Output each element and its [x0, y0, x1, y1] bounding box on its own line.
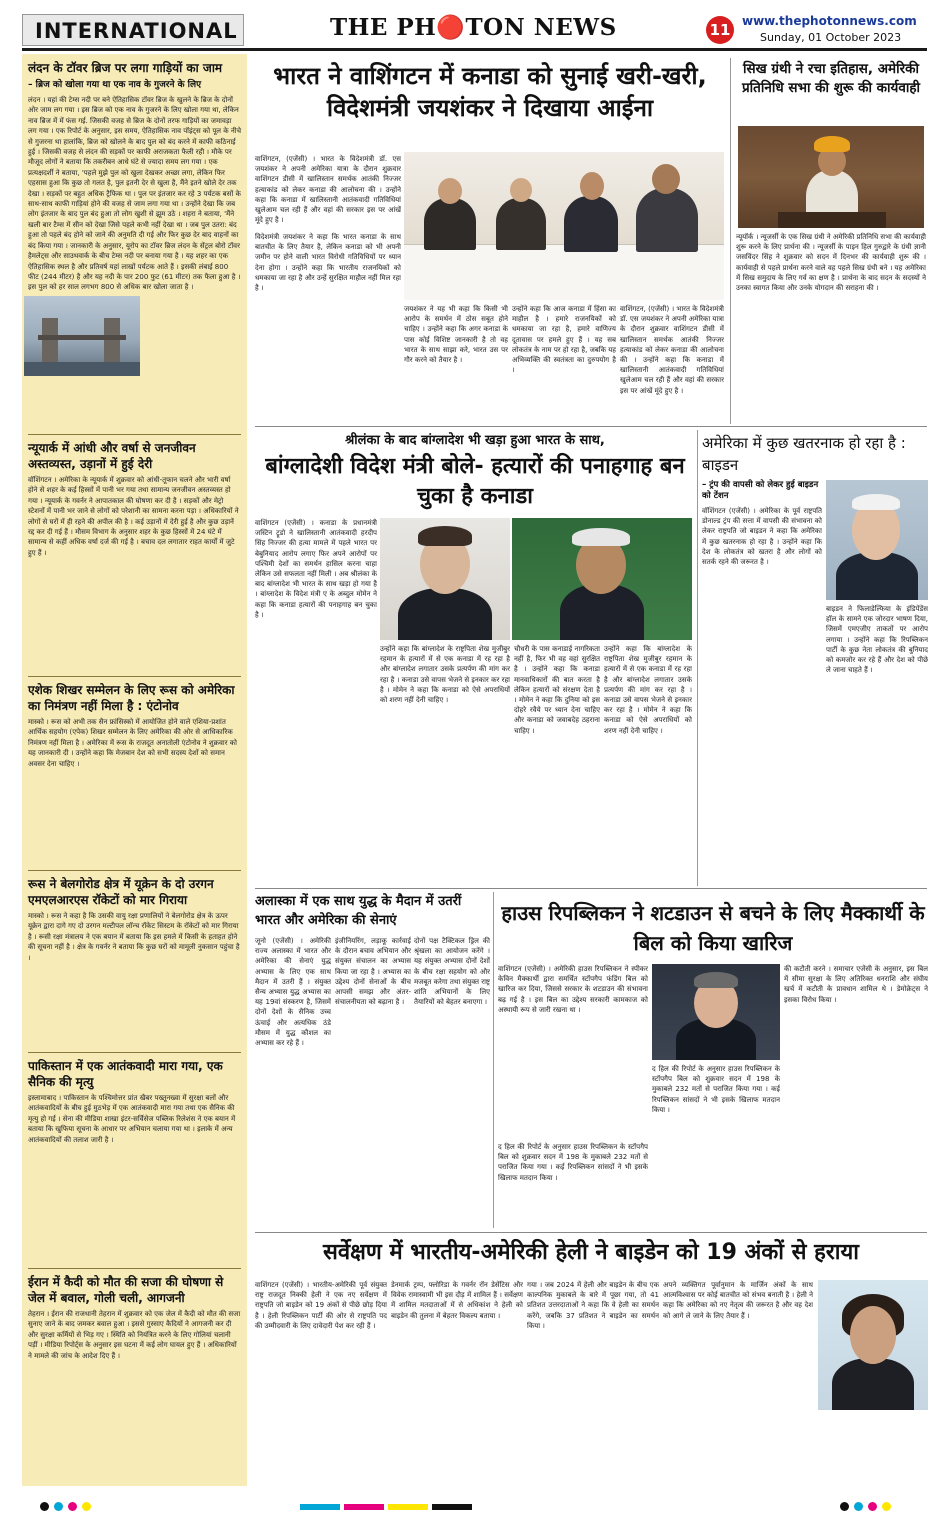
trudeau-photo [380, 518, 510, 640]
bangladesh-headline: बांग्लादेशी विदेश मंत्री बोले- हत्यारों की पनाहगाह बन चुका है कनाडा [265, 454, 685, 509]
biden-body-col2: बाइडन ने फिलाडेल्फिया के इंडिपेंडेंस हॉल के सामने एक जोरदार भाषण दिया, जिसमें एमएजीए ताकतों पर आरोप लगाया । उन्होंने कहा कि रिपब्लिकन पार्टी के कुछ नेता लोकतंत्र की बुनियाद को कमजोर कर रहे हैं और देश को पीछे ले जाना चाहते हैं । [826, 605, 928, 675]
story-body: मास्को । रूस को अभी तक सैन फ्रांसिस्को में आयोजित होने वाले एशिया-प्रशांत आर्थिक सहयोग (एपेक) शिखर सम्मेलन के लिए अमेरिका की ओर से आधिकारिक निमंत्रण नहीं मिला है । अमेरिका में रूस के राजदूत अनातोली एंटोनोव ने शुक्रवार को यह जानकारी दी । उन्होंने कहा कि मेजबान देश को सभी सदस्य देशों को समान अवसर देना चाहिए । [28, 718, 237, 768]
masthead [0, 0, 945, 52]
biden-headline: अमेरिका में कुछ खतरनाक हो रहा है : बाइडन [702, 434, 906, 474]
story-body: वॉशिंगटन । अमेरिका के न्यूयार्क में शुक्रवार को आंधी-तूफान चलने और भारी वर्षा होने से शहर के कई हिस्सों में पानी भर गया तथा सामान्य जनजीवन अस्तव्यस्त हो गया । न्यूयार्क के गवर्नर ने आपातकाल की घोषणा कर दी है । सड़कों और मेट्रो स्टेशनों में पानी भर जाने से लोगों को परेशानी का सामना करना पड़ा । अधिकारियों ने लोगों से घरों में ही रहने की अपील की है । कई उड़ानों में देरी हुई है और कुछ उड़ानें रद्द कर दी गई हैं । मौसम विभाग के अनुसार शहर के कुछ हिस्सों में 24 घंटे में सामान्य से कहीं अधिक वर्षा दर्ज की गई है । बचाव दल लगातार राहत कार्यों में जुटे हुए हैं । [28, 476, 239, 557]
story-body: तेहरान । ईरान की राजधानी तेहरान में शुक्रवार को एक जेल में कैदी को मौत की सजा सुनाए जाने के बाद जमकर बवाल हुआ । इससे गुस्साए कैदियों ने आगजनी कर दी और सुरक्षा कर्मियों से भिड़ गए । स्थिति को नियंत्रित करने के लिए गोलियां चलानी पड़ीं । मीडिया रिपोर्ट्स के अनुसार इस घटना में कई लोग घायल हुए हैं । अधिकारियों ने मामले की जांच के आदेश दिए हैं । [28, 1310, 241, 1360]
jaishankar-meeting-photo [404, 152, 724, 300]
bangladesh-body-col1: वाशिंगटन (एजेंसी) । कनाडा के प्रधानमंत्री जस्टिन ट्रूडो ने खालिस्तानी आतंकवादी हरदीप सिंह निज्जर की हत्या मामले में पहले भारत पर बेबुनियाद आरोप लगाए फिर अपने आरोपों पर पश्चिमी देशों का समर्थन हासिल करना चाहा लेकिन उसे सफलता नहीं मिली । अब श्रीलंका के बाद बांग्लादेश भी भारत के साथ खड़ा हो गया है । बांग्लादेश के विदेश मंत्री ए के अब्दुल मोमेन ने कहा कि कनाडा हत्यारों की पनाहगाह बन चुका है । [255, 519, 377, 619]
lead-body-col4: वाशिंगटन, (एजेंसी) । भारत के विदेशमंत्री डॉ. एस जयशंकर ने अपनी अमेरिका यात्रा के दौरान शुक्रवार वाशिंगटन डीसी में खालिस्तान समर्थक आतंकी निज्जर हत्याकांड को लेकर कनाडा की आलोचना की । उन्होंने कहा कि कनाडा में खालिस्तानी आतंकवादी गतिविधियां खुलेआम चल रही हैं और वहां की सरकार इस पर आंखें मूंदे हुए है । [620, 305, 724, 395]
column-divider [697, 430, 698, 886]
story-headline: पाकिस्तान में एक आतंकवादी मारा गया, एक सैनिक की मृत्यु [28, 1059, 223, 1089]
row-divider [255, 426, 927, 427]
story-pakistan [22, 1058, 247, 1258]
sikh-headline: सिख ग्रंथी ने रचा इतिहास, अमेरिकी प्रतिनिधि सभा की शुरू की कार्यवाही [741, 61, 921, 96]
column-divider [730, 58, 731, 424]
story-headline: एशेक शिखर सम्मेलन के लिए रूस को अमेरिका का निमंत्रण नहीं मिला है : एंटोनोव [28, 683, 235, 713]
page-number: 11 [706, 16, 734, 44]
row-divider [255, 1232, 927, 1233]
website-link[interactable]: www.thephotonnews.com [742, 14, 917, 28]
divider [28, 870, 241, 871]
section-tab [22, 14, 244, 46]
story-headline: लंदन के टॉवर ब्रिज पर लगा गाड़ियों का जाम [28, 61, 223, 75]
divider [28, 676, 241, 677]
house-body-col1: वाशिंगटन (एजेंसी) । अमेरिकी हाउस रिपब्लिकन ने स्पीकर केविन मैक्कार्थी द्वारा समर्थित स्टॉपगैप फंडिंग बिल को खारिज कर दिया, जिससे सरकार के शटडाउन की संभावना बढ़ गई है । इस बिल का उद्देश्य सरकारी कामकाज को अस्थायी रूप से जारी रखना था । [498, 965, 648, 1014]
story-headline: ईरान में कैदी को मौत की सजा की घोषणा से जेल में बवाल, गोली चली, आगजनी [28, 1275, 224, 1305]
alaska-body-col1: जूनो (एजेंसी) । अमेरिकी राज्य अलास्का में भारत और अमेरिका की सेनाएं युद्ध अभ्यास के लिए एक साथ मैदान में उतरी हैं । संयुक्त सैन्य अभ्यास युद्ध अभ्यास का यह 19वां संस्करण है, जिसमें दोनों देशों के सैनिक उच्च ऊंचाई और अत्यधिक ठंडे मौसम में युद्ध कौशल का अभ्यास कर रहे हैं । [255, 937, 331, 1048]
lead-body-col3: उन्होंने कहा कि आज कनाडा में हिंसा का माहौल है । हमारे राजनयिकों को धमकाया जा रहा है, हमारे वाणिज्य दूतावास पर हमले हुए हैं । यह सब लोकतंत्र के नाम पर हो रहा है, जबकि यह अभिव्यक्ति की स्वतंत्रता का दुरुपयोग है । [512, 305, 616, 375]
left-column [22, 54, 247, 1486]
sikh-granthi-photo [738, 126, 924, 228]
biden-subhead: – ट्रंप की वापसी को लेकर हुई बाइडन को टेंशन [702, 480, 819, 501]
story-subhead: – ब्रिज को खोला गया था एक नाव के गुजरने के लिए [28, 80, 202, 90]
lead-body-col1b: विदेशमंत्री जयशंकर ने कहा कि भारत कनाडा के साथ बातचीत के लिए तैयार है, लेकिन कनाडा को भी अपनी जमीन पर होने वाली भारत विरोधी गतिविधियों पर ध्यान देना होगा । उन्होंने कहा कि भारतीय राजनयिकों को धमकाया जा रहा है और उन्हें सुरक्षित माहौल नहीं मिल रहा है । [255, 233, 401, 293]
story-headline: रूस ने बेलगोरोड क्षेत्र में यूक्रेन के दो उरगन एमएलआरएस रॉकेटों को मार गिराया [28, 877, 214, 907]
bangladesh-kicker: श्रीलंका के बाद बांग्लादेश भी खड़ा हुआ भारत के साथ, [345, 433, 605, 448]
bangladesh-body-col2: उन्होंने कहा कि बांग्लादेश के राष्ट्रपिता शेख मुजीबुर रहमान के हत्यारों में से एक कनाडा में रह रहा है और बांग्लादेश लगातार उसके प्रत्यर्पण की मांग कर रहा है । कनाडा उसे वापस भेजने से इनकार कर रहा है । मोमेन ने कहा कि कनाडा को ऐसे अपराधियों को शरण नहीं देनी चाहिए । [380, 645, 510, 705]
bangladesh-minister-photo [512, 518, 692, 640]
lead-body-col1: वाशिंगटन, (एजेंसी) । भारत के विदेशमंत्री डॉ. एस जयशंकर ने अपनी अमेरिका यात्रा के दौरान शुक्रवार वाशिंगटन डीसी में खालिस्तान समर्थक आतंकी निज्जर हत्याकांड को लेकर कनाडा की आलोचना की । उन्होंने कहा कि कनाडा में खालिस्तानी आतंकवादी गतिविधियां खुलेआम चल रही हैं और वहां की सरकार इस पर आंखें मूंदे हुए है । [255, 155, 401, 225]
lead-headline: भारत ने वाशिंगटन में कनाडा को सुनाई खरी-खरी, विदेशमंत्री जयशंकर ने दिखाया आईना [273, 62, 707, 122]
story-body: लंदन । यहां की टेम्स नदी पर बने ऐतिहासिक टॉवर ब्रिज के खुलने के ब्रिज के दोनों ओर जाम लग गया । इस ब्रिज को एक नाव के गुजरने के लिए खोला गया था, लेकिन नाव ब्रिज में में फंस गई. जिसकी वजह से ब्रिज के दोनों तरफ गाड़ियों का जमावड़ा लग गया । एक रिपोर्ट के अनुसार, इस समय, ऐतिहासिक नाव पॉइंट्स को पूल के नीचे से गुजरना था हालांकि, ब्रिज को खोलने के बाद पुल को बंद करने में काफी कठिनाई हुई । जिसकी वजह से लंदन की सड़कों पर काफी अराजकता फैली रही । मौके पर मौजूद लोगों ने बताया कि तकरीबन आधे घंटे से ज्यादा समय लग गया । एक प्रत्यक्षदर्शी ने बताया, 'पहले मुझे पुल को खुला देखकर अच्छा लगा, लेकिन फिर एहसास हुआ कि कुछ तो गलत है, पुल इतनी देर से खुला है, मैंने इतने खोले देर तक देखा । सड़कों पर बहुत अधिक ट्रैफिक था । पुल पर इंतजार कर रहे 3 पर्यटक बसों के साथ-साथ काफी गाड़ियां होने की वजह से जाम लगा गया था । उन्होंने देखा कि जब लोग इंतजार के बाद पुल बंद हुआ तो लोग खुशी से झूम उठे । शहरा ने बताया, 'मैंने खली बार टैम्स में सीन को देखा जिसे पहले कभी नहीं देखा था । जब पुल उतरा: बंद हुआ तो पहले बंद होने को जाने की अनुमति दी गई और फिर कुछ देर बाद वाहनों का बंद किया गया । जानकारी के अनुसार, यूरोप का टॉवर ब्रिज लंदन के सेंट्रल बोरो टॉवर हैमलेट्स और साउथवार्क के बीच टेम्स नदी पर बनाया गया है । यह शहर का एक ऐतिहासिक स्थल है और प्रतिवर्ष यहां लाखों पर्यटक आते हैं । इसकी लंबाई 800 फीट (244 मीटर) है और यह नदी के पार 200 फुट (61 मीटर) तक फैला हुआ है । इस पुल को हर साल लगभग 800 से अधिक बार खोला जाता है । [28, 96, 242, 292]
story-apec [22, 682, 247, 864]
house-body-col3: की कटौती करने । समाचार एजेंसी के अनुसार, इस बिल में सीमा सुरक्षा के लिए अतिरिक्त धनराशि और संघीय खर्च में कटौती के प्रावधान शामिल थे । डेमोक्रेट्स ने इसका विरोध किया । [784, 965, 928, 1004]
haley-photo [818, 1280, 928, 1410]
top-rule [22, 48, 927, 51]
story-iran-prison [22, 1274, 247, 1480]
house-body-col2: द हिल की रिपोर्ट के अनुसार हाउस रिपब्लिकन के स्टॉपगैप बिल को शुक्रवार सदन में 198 के मुकाबले 232 मतों से पराजित किया गया । कई रिपब्लिकन सांसदों ने भी इसके खिलाफ मतदान किया । [652, 1065, 780, 1114]
printer-color-bar [0, 1498, 945, 1516]
biden-body-col1: वॉशिंगटन (एजेंसी) । अमेरिका के पूर्व राष्ट्रपति डोनाल्ड ट्रंप की सत्ता में वापसी की संभावना को लेकर राष्ट्रपति जो बाइडन ने कहा कि अमेरिका में कुछ खतरनाक हो रहा है । उन्होंने कहा कि देश के लोकतंत्र को खतरा है और लोगों को सतर्क रहने की जरूरत है । [702, 507, 822, 567]
alaska-headline: अलास्का में एक साथ युद्ध के मैदान में उतरीं भारत और अमेरिका की सेनाएं [255, 894, 462, 928]
story-belgorod [22, 876, 247, 1044]
sikh-body: न्यूयॉर्क । न्यूजर्सी के एक सिख ग्रंथी ने अमेरिकी प्रतिनिधि सभा की कार्यवाही शुरू करने के लिए प्रार्थना की । न्यूजर्सी के पाइन हिल गुरुद्वारे के ग्रंथी ज्ञानी जसविंदर सिंह ने शुक्रवार को सदन में दिनभर की कार्यवाही शुरू की । कार्यवाही से पहले प्रार्थना करने वाले वह पहले सिख ग्रंथी बने । यह अमेरिका में सिख समुदाय के लिए गर्व का क्षण है । प्रार्थना के बाद सदन के सदस्यों ने उनका स्वागत किया और उनके योगदान की सराहना की । [736, 233, 926, 293]
row-divider [255, 888, 927, 889]
alaska-body-col3: दोनों पक्ष टैक्टिकल ड्रिल की श्रृंखला का आयोजन करेंगे । यह संयुक्त अभ्यास दोनों देशों के बीच रक्षा सहयोग को और मजबूत करेगा तथा संयुक्त राष्ट्र शांति अभियानों के लिए तैयारियों को बेहतर बनाएगा । [414, 937, 490, 1007]
story-body: इस्लामाबाद । पाकिस्तान के पश्चिमोत्तर प्रांत खैबर पख्तूनख्वा में सुरक्षा बलों और आतंकवादियों के बीच हुई मुठभेड़ में एक आतंकवादी मारा गया तथा एक सैनिक की मृत्यु हो गई । सेना की मीडिया शाखा इंटर-सर्विसेज पब्लिक रिलेशंस ने एक बयान में बताया कि खुफिया सूचना के आधार पर अभियान चलाया गया था । इलाके में अन्य आतंकवादियों की तलाश जारी है । [28, 1094, 236, 1144]
house-headline: हाउस रिपब्लिकन ने शटडाउन से बचने के लिए मैक्कार्थी के बिल को किया खारिज [501, 901, 925, 955]
haley-body-col3: गया । जब 2024 में हेली और बाइडेन के बीच एक काल्पनिक मुकाबले के बारे में पूछा गया, तो 41 प्रतिशत उत्तरदाताओं ने कहा कि वे हेली का समर्थन करेंगे, जबकि 37 प्रतिशत ने बाइडेन का समर्थन किया । [527, 1281, 659, 1330]
haley-body-col1: वाशिंगटन (एजेंसी) । भारतीय-अमेरिकी पूर्व संयुक्त राष्ट्र राजदूत निक्की हेली ने एक नए सर्वेक्षण में राष्ट्रपति जो बाइडेन को 19 अंकों से पीछे छोड़ दिया है । हेली रिपब्लिकन पार्टी की ओर से राष्ट्रपति पद की उम्मीदवारी के लिए दावेदारी पेश कर रही हैं । [255, 1281, 387, 1330]
biden-photo [826, 480, 928, 600]
dateline: Sunday, 01 October 2023 [760, 31, 902, 44]
brand-logo: THE PH🔴TON NEWS [330, 14, 617, 41]
bangladesh-body-col3: चौधरी के पास कनाडाई नागरिकता नहीं है, फिर भी वह वहां सुरक्षित है । उन्होंने कहा कि कनाडा मानवाधिकारों की बात करता है लेकिन हत्यारों को संरक्षण देता है । मोमेन ने कहा कि दुनिया को इस दोहरे रवैये पर ध्यान देना चाहिए और कनाडा को जवाबदेह ठहराना चाहिए । [514, 645, 600, 735]
story-newyork-storm [22, 440, 247, 670]
haley-headline: सर्वेक्षण में भारतीय-अमेरिकी हेली ने बाइडेन को 19 अंकों से हराया [323, 1240, 859, 1265]
section-label: INTERNATIONAL [35, 19, 238, 43]
story-tower-bridge [22, 60, 247, 432]
divider [28, 434, 241, 435]
tower-bridge-photo [24, 296, 140, 376]
divider [28, 1052, 241, 1053]
divider [28, 1268, 241, 1269]
story-headline: न्यूयार्क में आंधी और वर्षा से जनजीवन अस्तव्यस्त, उड़ानों में हुई देरी [28, 441, 196, 471]
story-body: मास्को । रूस ने कहा है कि उसकी वायु रक्षा प्रणालियों ने बेलगोरोड क्षेत्र के ऊपर यूक्रेन द्वारा दागे गए दो उरगन मल्टीपल लॉन्च रॉकेट सिस्टम के रॉकेटों को मार गिराया है । रूसी रक्षा मंत्रालय ने एक बयान में बताया कि इस हमले में किसी के हताहत होने की सूचना नहीं है । क्षेत्र के गवर्नर ने बताया कि कुछ घरों को मामूली नुकसान पहुंचा है । [28, 912, 240, 962]
mccarthy-photo [652, 964, 780, 1060]
column-divider [493, 892, 494, 1228]
lead-body-col2: जयशंकर ने यह भी कहा कि किसी भी आरोप के समर्थन में ठोस सबूत होने चाहिए । उन्होंने कहा कि अगर कनाडा के पास कोई विशिष्ट जानकारी है तो वह भारत के साथ साझा करे, भारत उस पर गौर करने को तैयार है । [404, 305, 508, 365]
haley-body-col2: डेनमार्क ट्रम्प, फ्लोरिडा के गवर्नर रॉन डेसेंटिस और विवेक रामास्वामी भी इस दौड़ में शामिल हैं । सर्वेक्षण में शामिल मतदाताओं में से अधिकांश ने हेली को बाइडेन की तुलना में बेहतर विकल्प बताया । [391, 1281, 523, 1320]
alaska-body-col2: इंजीनियरिंग, लड़ाकू कार्रवाई के दौरान बचाव अभियान और संयुक्त संचालन का अभ्यास किया जा रहा है । अभ्यास का उद्देश्य दोनों सेनाओं के बीच आपसी समझ और अंतर-संचालनीयता को बढ़ाना है । [335, 937, 411, 1007]
house-body-col1b: द हिल की रिपोर्ट के अनुसार हाउस रिपब्लिकन के स्टॉपगैप बिल को शुक्रवार सदन में 198 के मुकाबले 232 मतों से पराजित किया गया । कई रिपब्लिकन सांसदों ने भी इसके खिलाफ मतदान किया । [498, 1143, 648, 1182]
bangladesh-body-col4: उन्होंने कहा कि बांग्लादेश के राष्ट्रपिता शेख मुजीबुर रहमान के हत्यारों में से एक कनाडा में रह रहा है और बांग्लादेश लगातार उसके प्रत्यर्पण की मांग कर रहा है । कनाडा उसे वापस भेजने से इनकार कर रहा है । मोमेन ने कहा कि कनाडा को ऐसे अपराधियों को शरण नहीं देनी चाहिए । [604, 645, 692, 735]
haley-body-col4: अपने व्यक्तिगत पूर्वानुमान के मार्जिन अंकों के साथ आत्मविश्वास पर कोई बातचीत को संभव बनाती है । हेली ने कहा कि अमेरिका को नए नेतृत्व की जरूरत है और वह देश को आगे ले जाने के लिए तैयार हैं । [663, 1281, 813, 1320]
